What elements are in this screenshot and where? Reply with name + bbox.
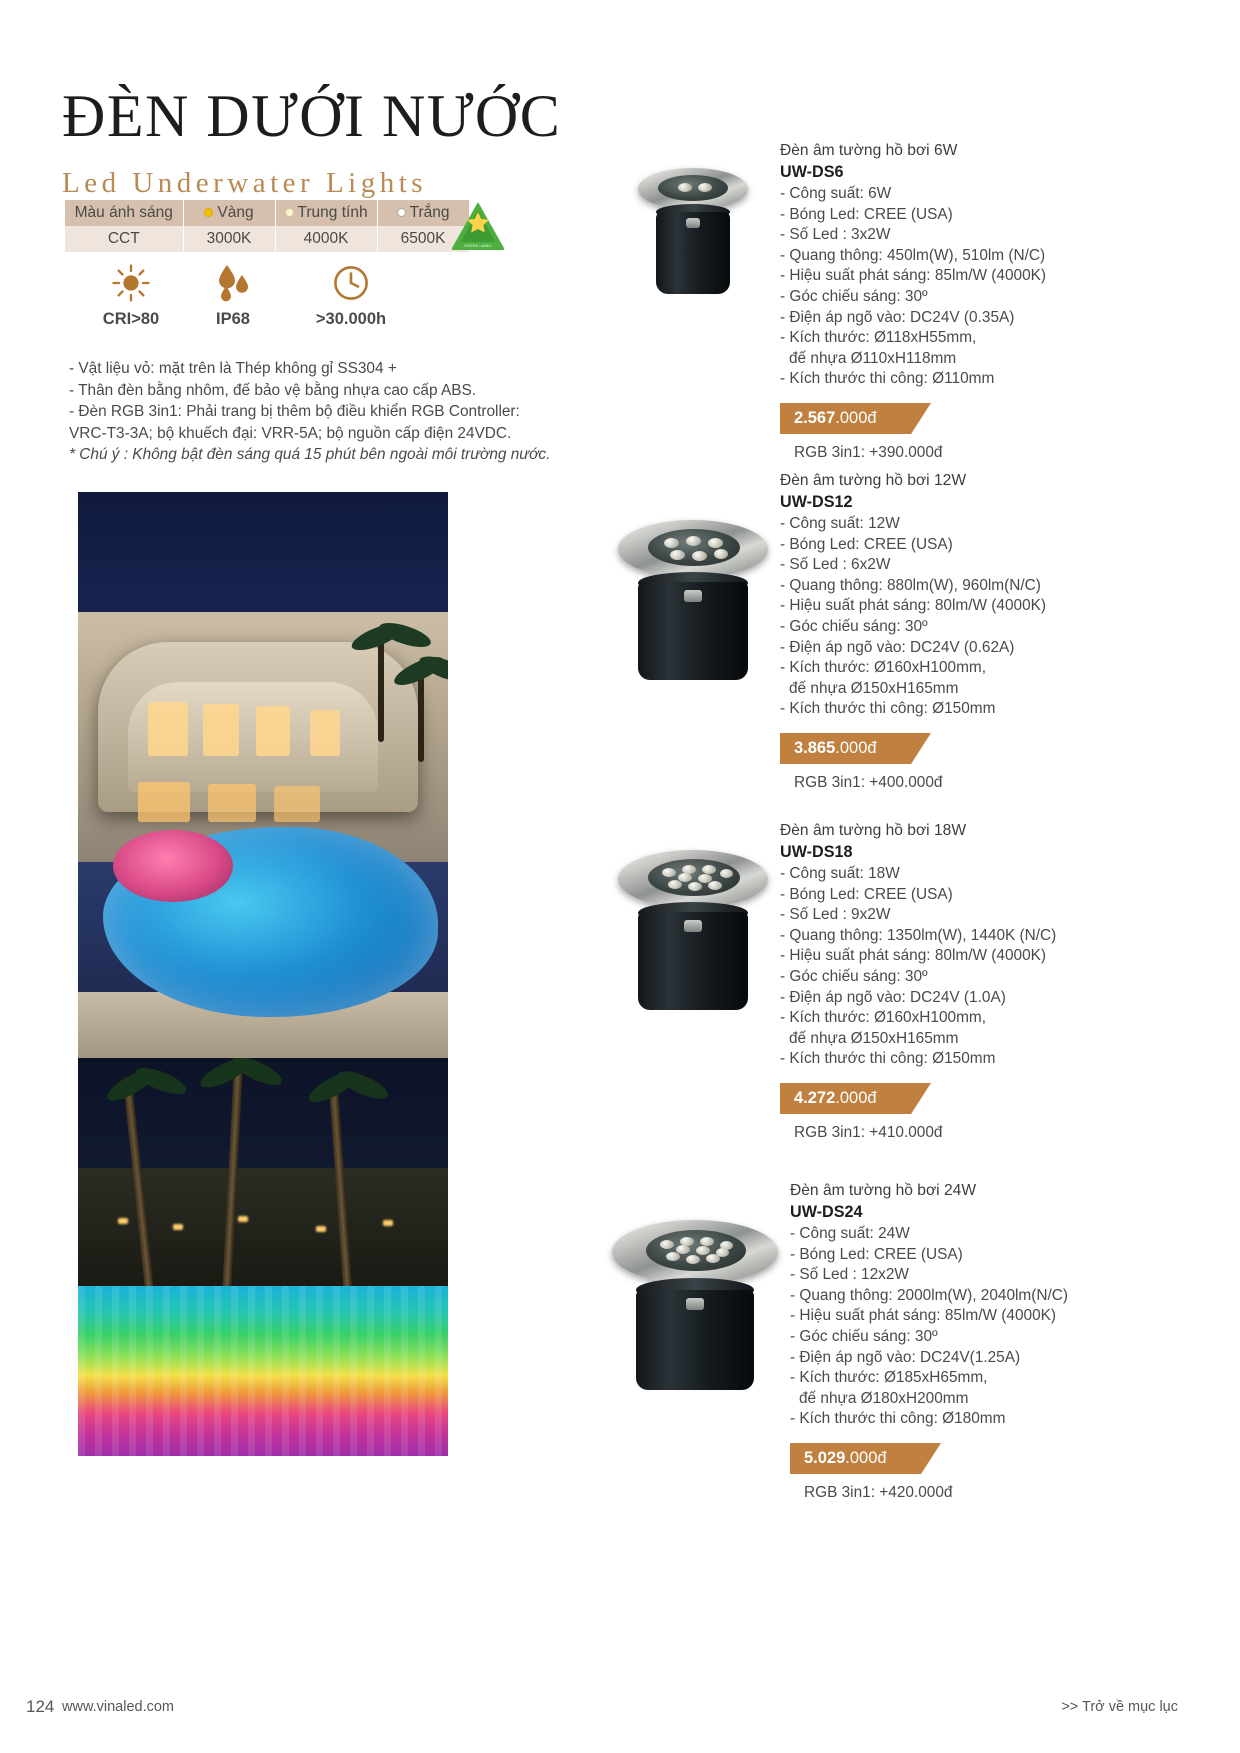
spec-line: - Điện áp ngõ vào: DC24V (1.0A)	[780, 988, 1006, 1006]
spec-line: đế nhựa Ø150xH165mm	[789, 679, 959, 697]
price-suffix: .000đ	[845, 1448, 887, 1467]
product-name: Đèn âm tường hồ bơi 18W	[780, 822, 967, 839]
rgb-option-price: RGB 3in1: +420.000đ	[804, 1483, 953, 1501]
price-badge	[790, 1443, 921, 1474]
spec-line: - Điện áp ngõ vào: DC24V (0.62A)	[780, 638, 1015, 656]
spec-line: - Hiệu suất phát sáng: 85lm/W (4000K)	[780, 267, 1047, 285]
spec-line: - Quang thông: 2000lm(W), 2040lm(N/C)	[790, 1286, 1068, 1304]
spec-line: - Kích thước thi công: Ø110mm	[780, 370, 995, 388]
price-suffix: .000đ	[835, 408, 877, 427]
description-line: VRC-T3-3A; bộ khuếch đại: VRR-5A; bộ nguồn cấp điện 24VDC.	[69, 424, 512, 442]
page-footer	[0, 1675, 1240, 1753]
spec-line: - Kích thước: Ø185xH65mm,	[790, 1369, 988, 1387]
product-code: UW-DS18	[780, 843, 853, 861]
spec-line: - Kích thước thi công: Ø150mm	[780, 700, 996, 718]
spec-line: - Hiệu suất phát sáng: 80lm/W (4000K)	[780, 597, 1047, 615]
product-block-uw-ds18	[600, 820, 1160, 1141]
product-name: Đèn âm tường hồ bơi 6W	[780, 142, 958, 159]
cct-col-neutral: Trung tính	[275, 200, 377, 226]
pool-villa-night-photo	[78, 492, 448, 1058]
spec-line: - Góc chiếu sáng: 30º	[780, 287, 928, 305]
spec-line: - Góc chiếu sáng: 30º	[780, 617, 928, 635]
spec-line: - Kích thước thi công: Ø150mm	[780, 1050, 996, 1068]
spec-line: - Góc chiếu sáng: 30º	[780, 967, 928, 985]
product-block-uw-ds12	[600, 470, 1160, 791]
table-row-light-color	[65, 200, 469, 226]
feature-ip	[190, 262, 276, 329]
spec-line: - Công suất: 6W	[780, 185, 892, 202]
product-block-uw-ds6	[600, 140, 1160, 461]
neutral-dot-icon	[285, 208, 294, 217]
spec-line: - Công suất: 24W	[790, 1225, 910, 1242]
product-specs-uw-ds6	[780, 140, 1046, 462]
price-suffix: .000đ	[835, 738, 877, 757]
product-specs-uw-ds18	[780, 820, 1056, 1142]
feature-lifetime-label: >30.000h	[315, 310, 387, 328]
feature-ip-label: IP68	[216, 310, 250, 328]
spec-line: - Quang thông: 880lm(W), 960lm(N/C)	[780, 576, 1041, 594]
price-badge	[780, 1083, 911, 1114]
product-image-uw-ds18	[600, 840, 780, 1030]
price-badge	[780, 403, 911, 434]
cct-label: CCT	[65, 226, 183, 252]
table-of-contents-link[interactable]: >> Trở về mục lục	[1061, 1699, 1178, 1715]
price-main: 3.865	[794, 738, 836, 757]
price-suffix: .000đ	[835, 1088, 877, 1107]
product-code: UW-DS12	[780, 493, 853, 511]
spec-line: - Số Led : 3x2W	[780, 226, 891, 244]
price-main: 5.029	[804, 1448, 846, 1467]
spec-line: - Góc chiếu sáng: 30º	[790, 1327, 938, 1345]
description-line: - Thân đèn bằng nhôm, đế bảo vệ bằng nhựa cao cấp ABS.	[69, 381, 477, 399]
cct-table	[65, 200, 470, 252]
spec-line: - Kích thước thi công: Ø180mm	[790, 1410, 1006, 1428]
spec-line: - Số Led : 12x2W	[790, 1266, 909, 1284]
spec-line: - Số Led : 6x2W	[780, 556, 891, 574]
spec-line: - Số Led : 9x2W	[780, 906, 891, 924]
product-code: UW-DS24	[790, 1203, 863, 1221]
spec-line: - Quang thông: 450lm(W), 510lm (N/C)	[780, 246, 1046, 264]
product-image-uw-ds24	[600, 1210, 790, 1410]
product-specs-uw-ds12	[780, 470, 1046, 792]
product-code: UW-DS6	[780, 163, 844, 181]
rgb-option-price: RGB 3in1: +400.000đ	[794, 773, 943, 791]
price-main: 4.272	[794, 1088, 836, 1107]
description-line: - Đèn RGB 3in1: Phải trang bị thêm bộ điều khiển RGB Controller:	[69, 403, 520, 420]
spec-line: đế nhựa Ø110xH118mm	[789, 349, 957, 367]
sun-icon	[72, 262, 190, 304]
product-specs-uw-ds24	[790, 1180, 1068, 1502]
spec-line: - Công suất: 12W	[780, 515, 900, 532]
product-image-uw-ds6	[620, 160, 770, 320]
feature-lifetime	[276, 262, 426, 329]
spec-line: - Kích thước: Ø160xH100mm,	[780, 659, 987, 677]
spec-line: - Quang thông: 1350lm(W), 1440K (N/C)	[780, 926, 1057, 944]
svg-text:GREEN LABEL: GREEN LABEL	[464, 243, 492, 248]
yellow-dot-icon	[204, 208, 213, 217]
spec-line: - Kích thước: Ø118xH55mm,	[780, 329, 977, 347]
spec-line: đế nhựa Ø180xH200mm	[799, 1389, 969, 1407]
water-drops-icon	[190, 262, 276, 304]
spec-line: - Bóng Led: CREE (USA)	[780, 205, 953, 223]
product-name: Đèn âm tường hồ bơi 12W	[780, 472, 967, 489]
cct-col-cool: Trắng	[377, 200, 469, 226]
cct-value-neutral: 4000K	[275, 226, 377, 252]
spec-line: - Điện áp ngõ vào: DC24V (0.35A)	[780, 308, 1015, 326]
page-title: ĐÈN DƯỚI NƯỚC	[62, 83, 562, 149]
spec-line: - Kích thước: Ø160xH100mm,	[780, 1009, 987, 1027]
page-subtitle: Led Underwater Lights	[62, 167, 428, 199]
rgb-option-price: RGB 3in1: +390.000đ	[794, 443, 943, 461]
palm-resort-pool-photo	[78, 1058, 448, 1456]
page-number: 124	[26, 1697, 55, 1716]
cct-value-cool: 6500K	[377, 226, 469, 252]
cct-col-warm: Vàng	[183, 200, 275, 226]
feature-cri-label: CRI>80	[102, 310, 160, 328]
description-note: * Chú ý : Không bật đèn sáng quá 15 phút bên ngoài môi trường nước.	[69, 446, 551, 463]
product-name: Đèn âm tường hồ bơi 24W	[790, 1182, 977, 1199]
description-block	[69, 358, 629, 466]
spec-line: - Bóng Led: CREE (USA)	[790, 1245, 963, 1263]
spec-line: - Bóng Led: CREE (USA)	[780, 885, 953, 903]
page-header	[62, 83, 682, 200]
spec-line: - Công suất: 18W	[780, 865, 900, 882]
price-badge	[780, 733, 911, 764]
spec-line: - Điện áp ngõ vào: DC24V(1.25A)	[790, 1348, 1021, 1366]
cct-value-warm: 3000K	[183, 226, 275, 252]
green-label-badge-icon	[450, 200, 506, 252]
white-dot-icon	[397, 208, 406, 217]
cct-row-label: Màu ánh sáng	[65, 200, 183, 226]
feature-icons	[72, 262, 426, 329]
price-main: 2.567	[794, 408, 836, 427]
spec-line: - Hiệu suất phát sáng: 85lm/W (4000K)	[790, 1307, 1057, 1325]
description-line: - Vật liệu vỏ: mặt trên là Thép không gỉ SS304 +	[69, 360, 397, 377]
feature-cri	[72, 262, 190, 329]
clock-icon	[276, 262, 426, 304]
product-block-uw-ds24	[600, 1180, 1160, 1501]
table-row-cct	[65, 226, 469, 252]
rgb-option-price: RGB 3in1: +410.000đ	[794, 1123, 943, 1141]
spec-line: - Bóng Led: CREE (USA)	[780, 535, 953, 553]
spec-line: - Hiệu suất phát sáng: 80lm/W (4000K)	[780, 947, 1047, 965]
photo-column	[78, 492, 448, 1456]
spec-line: đế nhựa Ø150xH165mm	[789, 1029, 959, 1047]
product-image-uw-ds12	[600, 510, 780, 700]
website-link[interactable]: www.vinaled.com	[62, 1699, 175, 1715]
